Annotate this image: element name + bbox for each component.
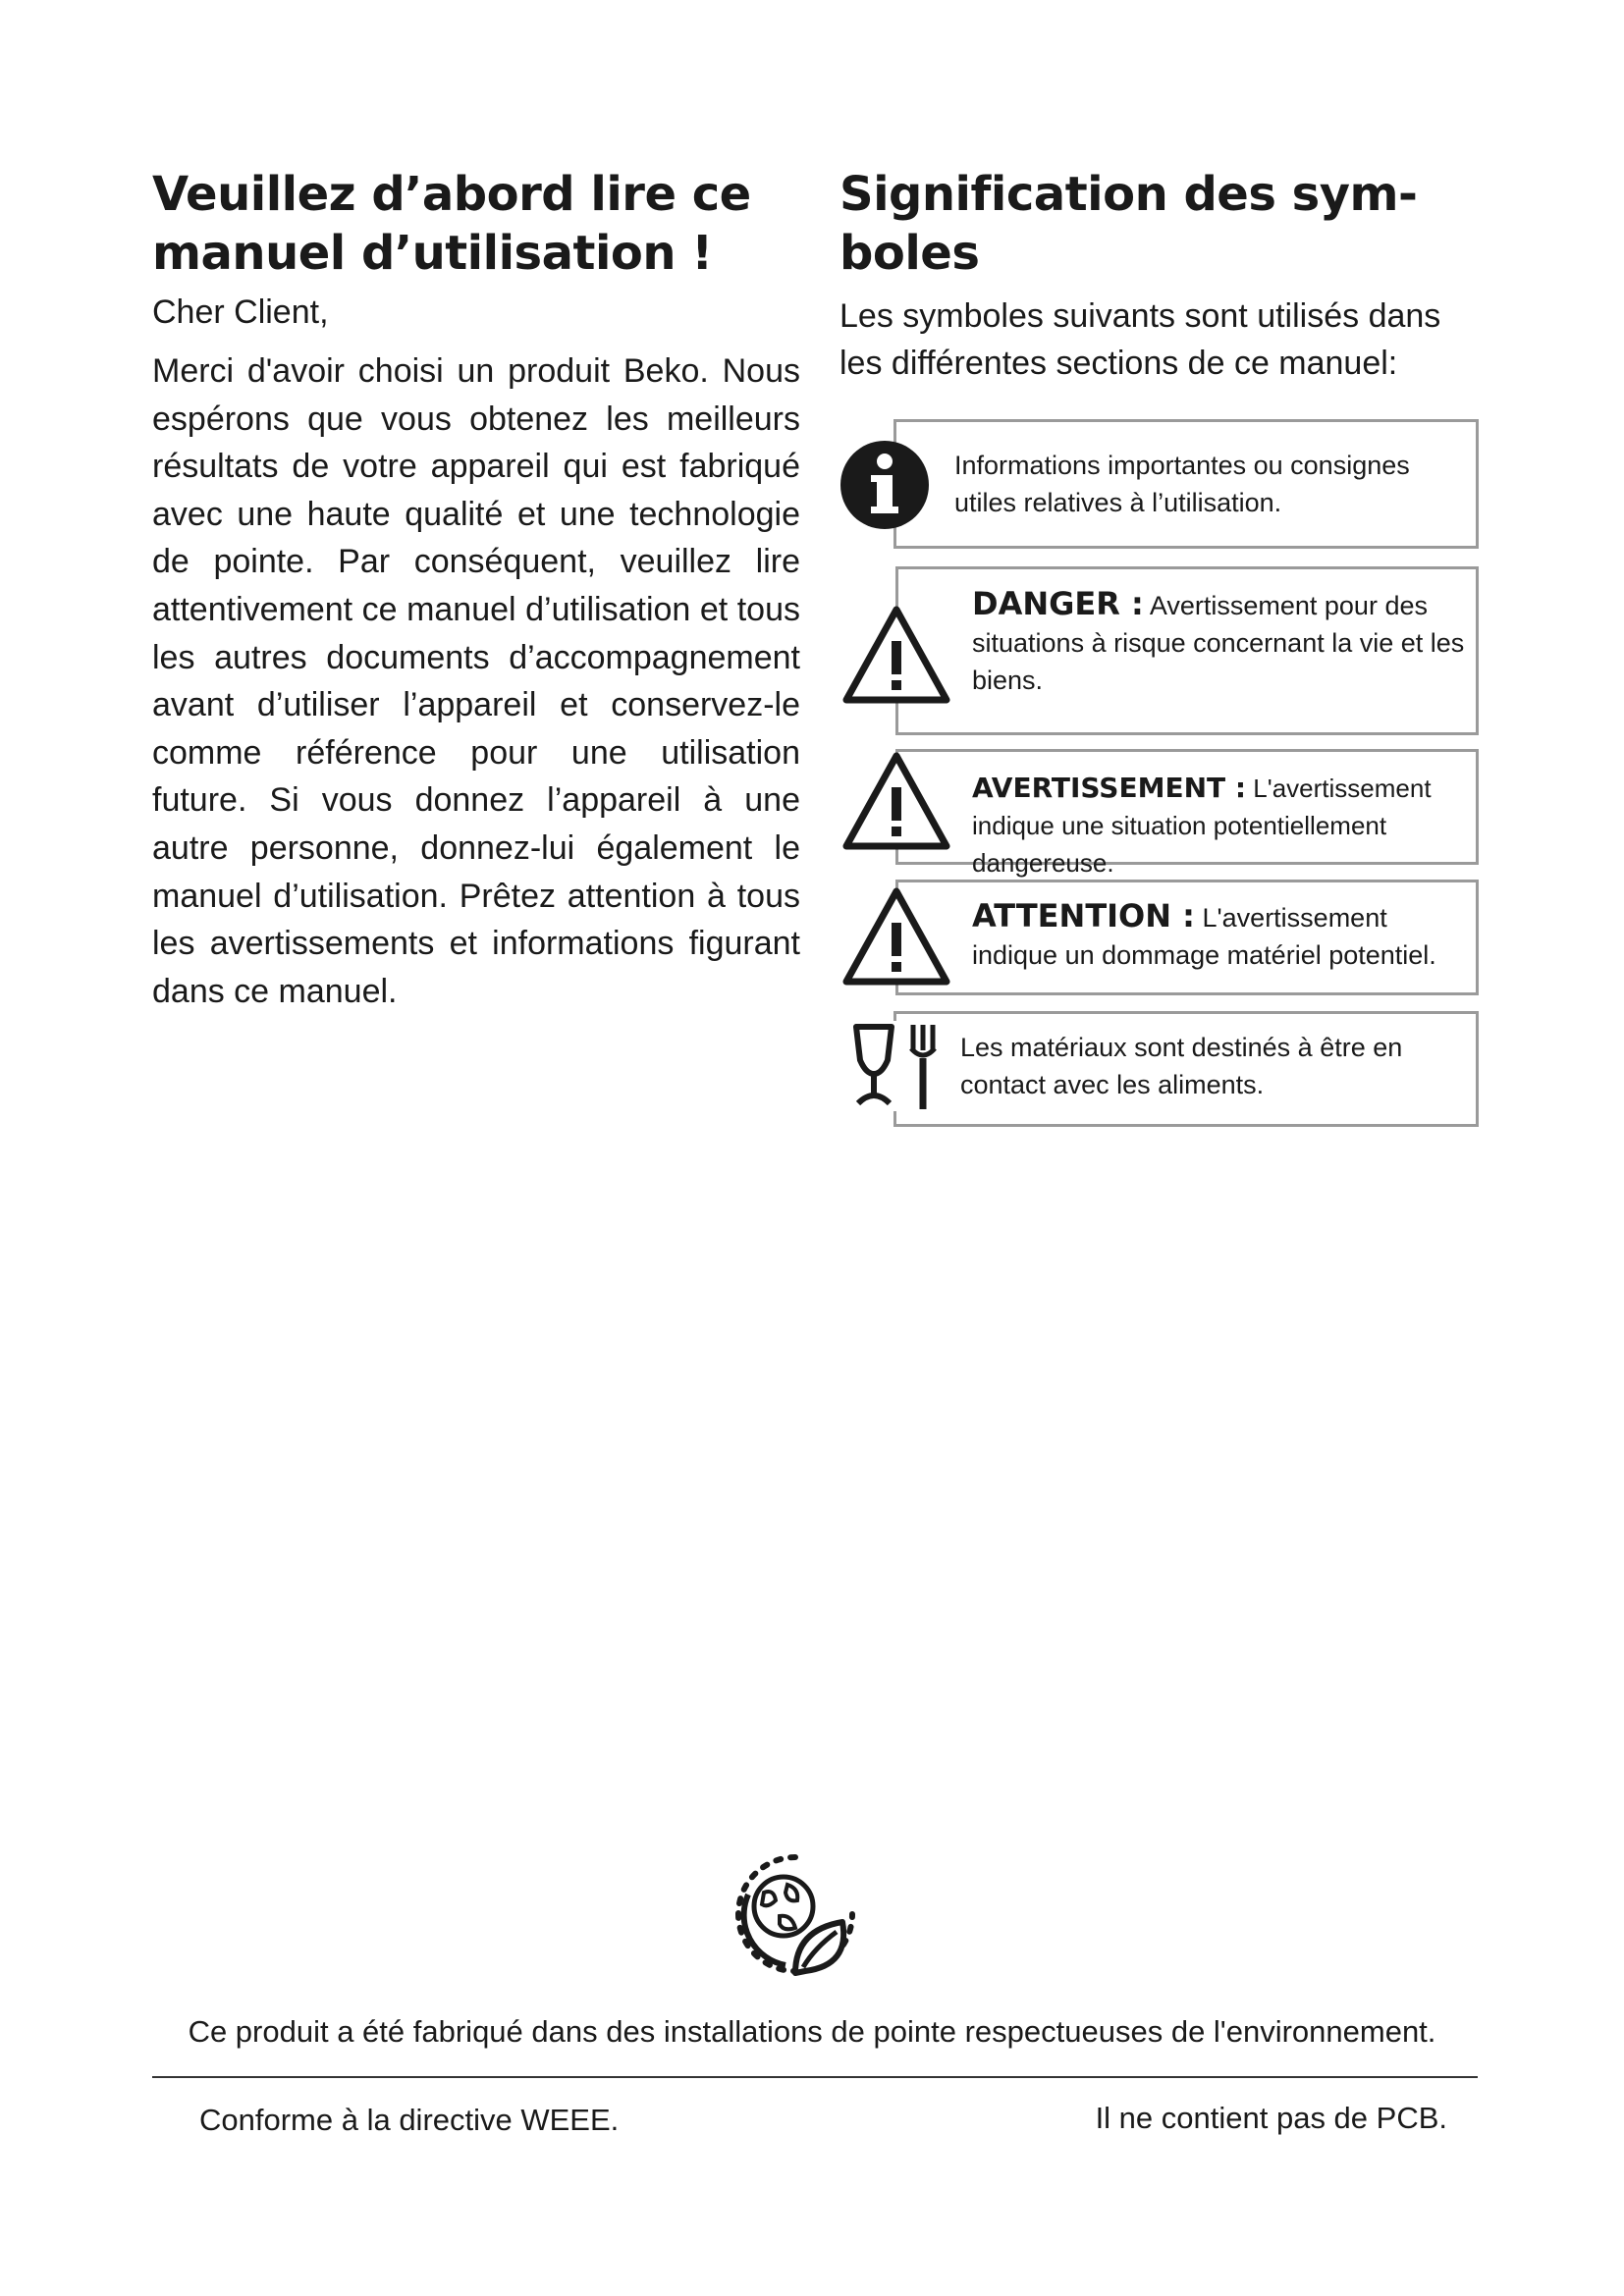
symbol-avertissement-text: [972, 770, 1473, 881]
symbols-intro: Les symboles suivants sont utilisés dans les différentes sections de ce manuel:: [839, 297, 1441, 382]
eco-statement: Ce produit a été fabriqué dans des installations de pointe respectueuses de l'environnement.: [188, 2014, 1436, 2049]
symbols-heading: [839, 165, 1488, 283]
intro-heading-line2: manuel d’utilisation !: [152, 226, 713, 281]
symbol-attention-text: [972, 897, 1473, 974]
eco-globe-leaf-icon: [727, 1845, 864, 1983]
avertissement-label: AVERTISSEMENT :: [972, 772, 1247, 804]
danger-description: Avertissement pour des situations à risque concernant la vie et les biens.: [972, 591, 1465, 695]
intro-section: [152, 165, 800, 1015]
danger-label: DANGER :: [972, 585, 1144, 622]
footer-divider: [152, 2076, 1478, 2078]
symbol-info-description: Informations importantes ou consignes utiles relatives à l’utilisation.: [954, 451, 1410, 517]
attention-description: L'avertissement indique un dommage matériel potentiel.: [972, 903, 1436, 970]
greeting: Cher Client,: [152, 294, 329, 331]
symbols-section: [839, 165, 1488, 387]
food-contact-description: Les matériaux sont destinés à être en contact avec les aliments.: [960, 1033, 1403, 1099]
info-icon: [839, 440, 930, 530]
pcb-statement: Il ne contient pas de PCB.: [1095, 2101, 1447, 2135]
symbol-food-text: [960, 1029, 1471, 1103]
warning-triangle-icon: [841, 750, 951, 852]
warning-triangle-icon: [841, 885, 951, 988]
weee-compliance: Conforme à la directive WEEE.: [199, 2103, 620, 2137]
food-contact-icon: [852, 1021, 943, 1111]
symbols-heading-line2: boles: [839, 226, 980, 281]
intro-paragraph: Merci d'avoir choisi un produit Beko. Nous espérons que vous obtenez les meilleurs résultats de votre appareil qui est fabriqué avec une haute qualité et une technologie de pointe. Par conséquent, veuillez lire attentivement ce manuel d’utilisation et tous les autres documents d’accompagnement avant d’utiliser l’appareil et conservez-le comme référence pour une utilisation future. Si vous donnez l’appareil à une autre personne, donnez-lui également le manuel d’utilisation. Prêtez attention à tous les avertissements et informations figurant dans ce manuel.: [152, 352, 800, 1010]
symbols-heading-line1: Signification des sym-: [839, 167, 1418, 222]
avertissement-description: L'avertissement indique une situation potentiellement dangereuse.: [972, 774, 1432, 878]
intro-heading: [152, 165, 800, 283]
attention-label: ATTENTION :: [972, 897, 1195, 934]
symbol-info-text: [954, 447, 1465, 521]
intro-heading-line1: Veuillez d’abord lire ce: [152, 167, 751, 222]
symbol-danger-text: [972, 585, 1473, 699]
warning-triangle-icon: [841, 604, 951, 706]
